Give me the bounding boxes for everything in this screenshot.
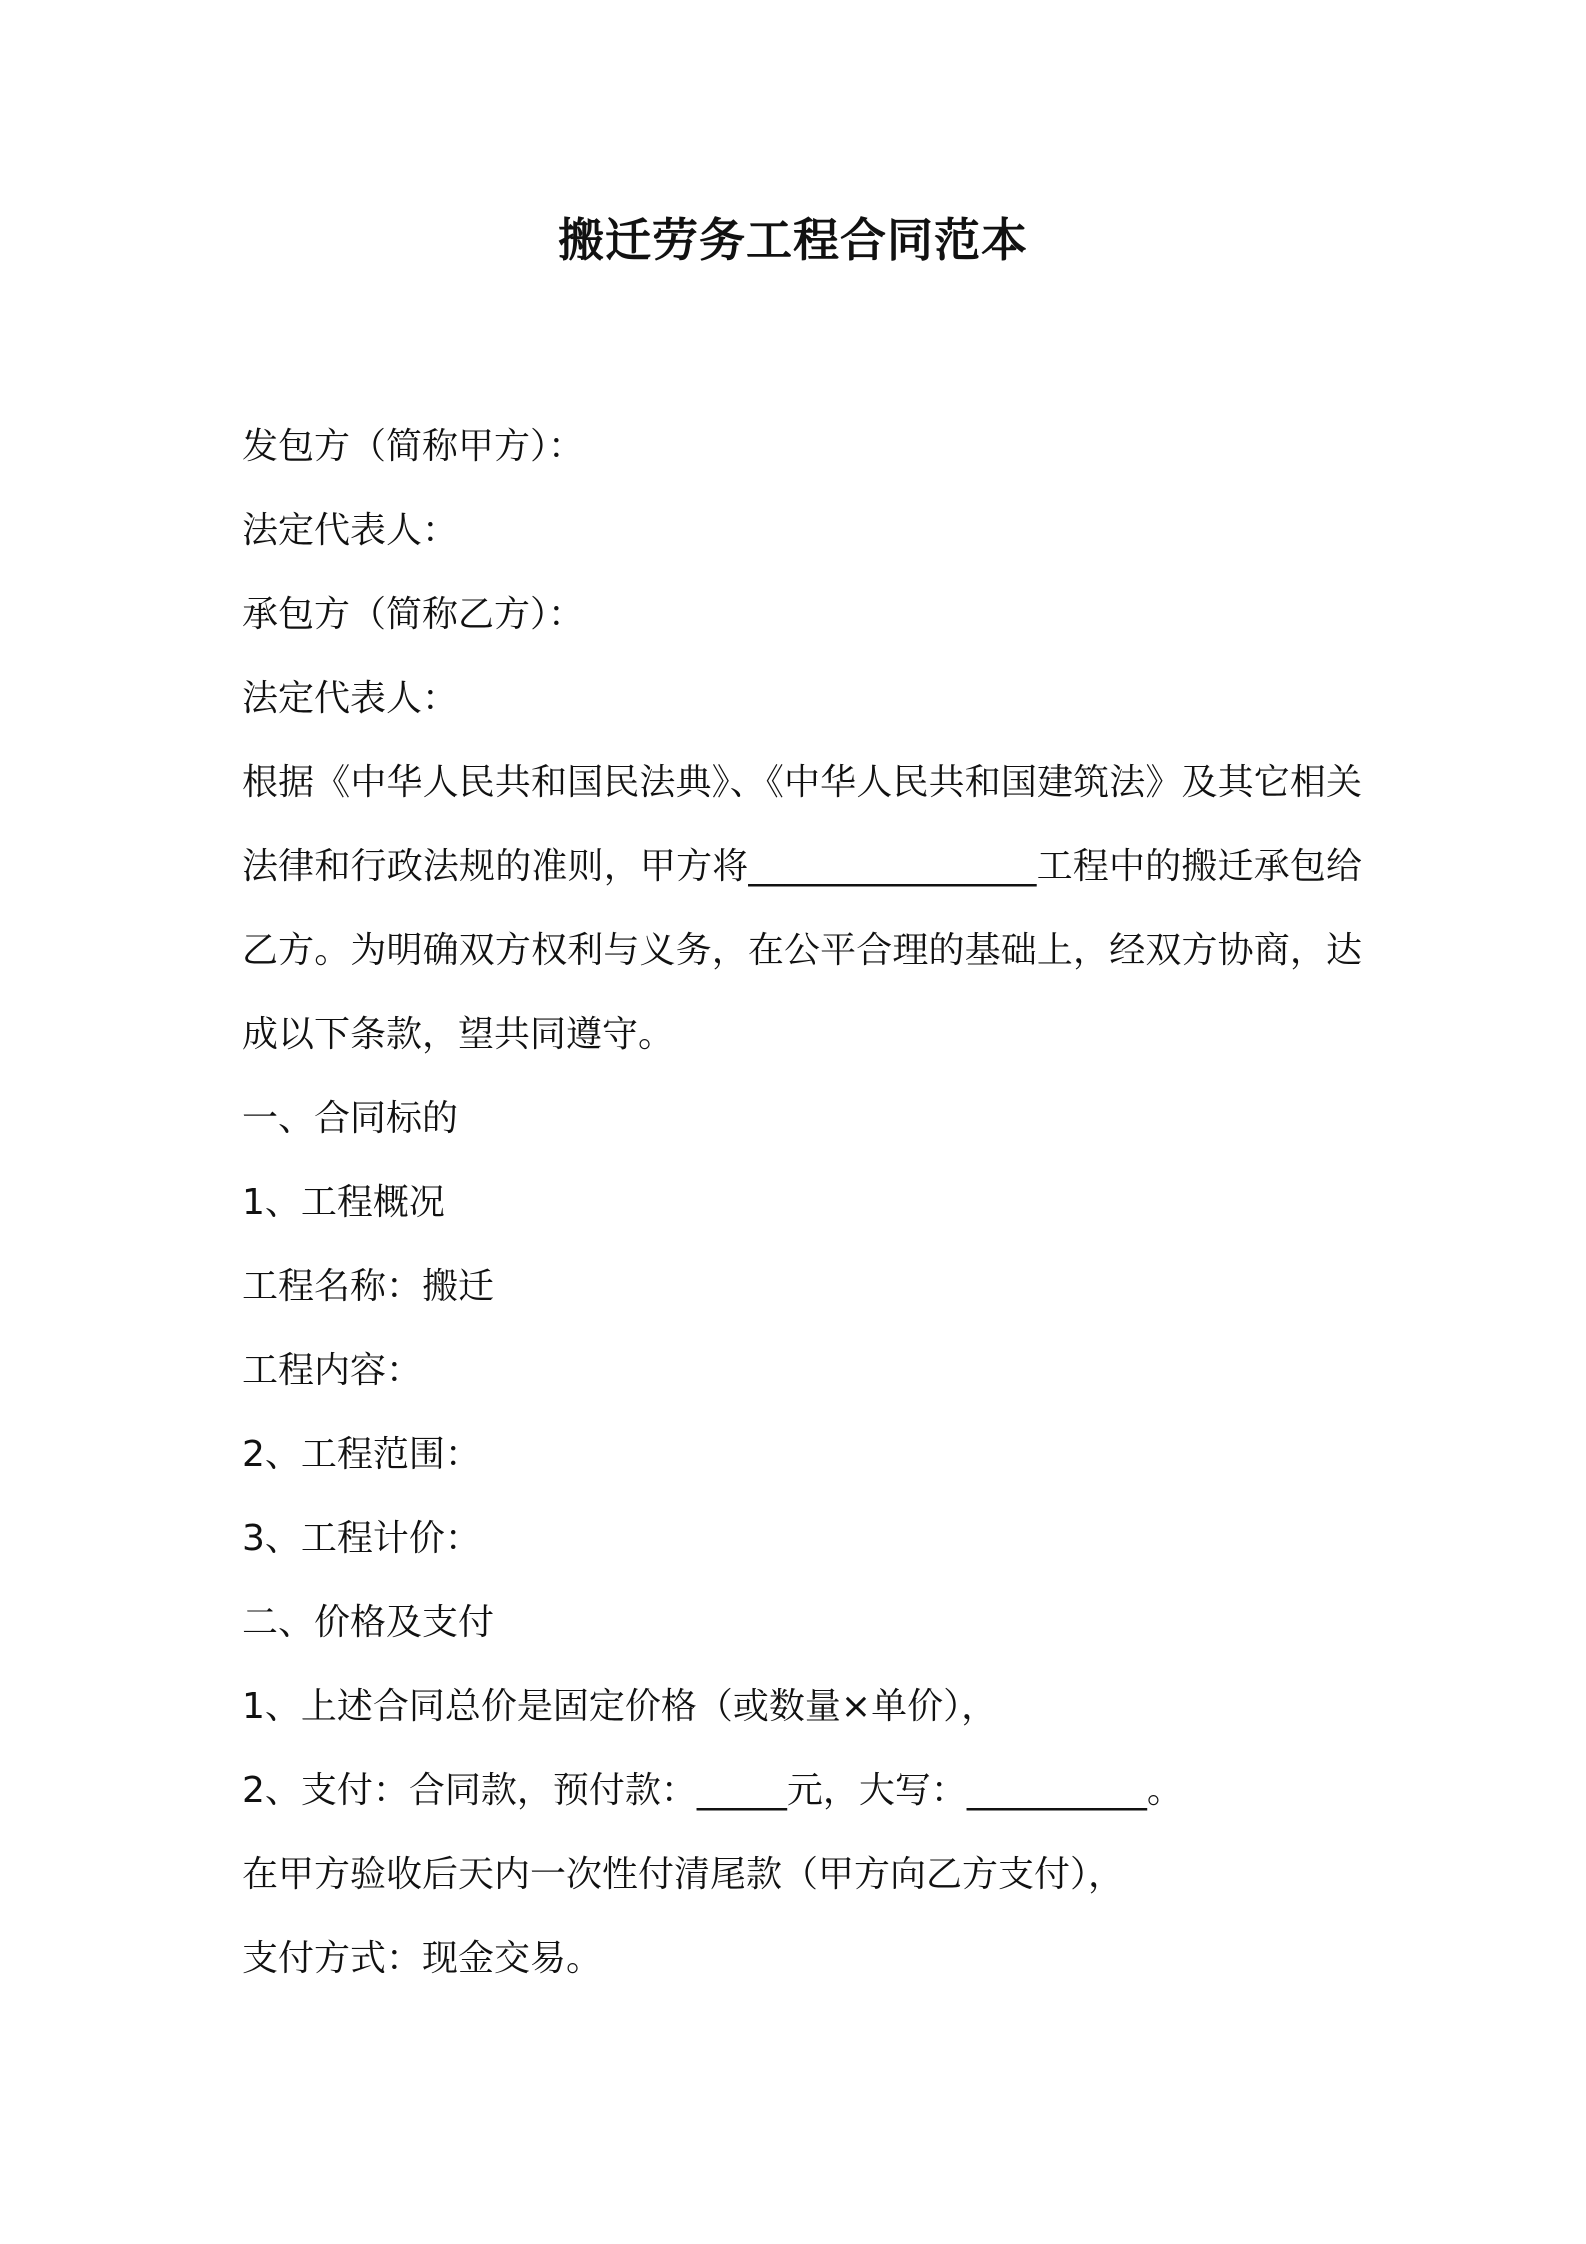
party-a-representative-label: 法定代表人： (242, 510, 459, 551)
contract-preamble-paragraph: 根据《中华人民共和国民法典》、《中华人民共和国建筑法》及其它相关法律和行政法规的准则，甲方将________________工程中的搬迁承包给乙方。为明确双方权利与义务，在公平合理的基础上，经双方协商，达成以下条款，望共同遵守。 (242, 762, 1362, 1055)
document-title: 搬迁劳务工程合同范本 (558, 213, 1028, 267)
party-a-label: 发包方（简称甲方）： (242, 426, 585, 467)
section-heading-contract-subject: 一、合同标的 (242, 1098, 459, 1139)
project-name-line: 工程名称：搬迁 (242, 1266, 495, 1307)
document-body (242, 405, 1362, 2001)
item-project-pricing: 3、工程计价： (242, 1518, 481, 1559)
party-b-label: 承包方（简称乙方）： (242, 594, 585, 635)
project-content-line: 工程内容： (242, 1350, 423, 1391)
section-heading-price-and-payment: 二、价格及支付 (242, 1602, 495, 1643)
item-project-overview: 1、工程概况 (242, 1182, 445, 1223)
item-total-price: 1、上述合同总价是固定价格（或数量×单价）， (242, 1686, 998, 1727)
item-payment: 2、支付：合同款，预付款：_____元，大写：__________。 (242, 1770, 1183, 1811)
party-b-representative-label: 法定代表人： (242, 678, 459, 719)
payment-method-line: 支付方式：现金交易。 (242, 1938, 603, 1979)
final-payment-line: 在甲方验收后天内一次性付清尾款（甲方向乙方支付）， (242, 1854, 1125, 1895)
item-project-scope: 2、工程范围： (242, 1434, 481, 1475)
